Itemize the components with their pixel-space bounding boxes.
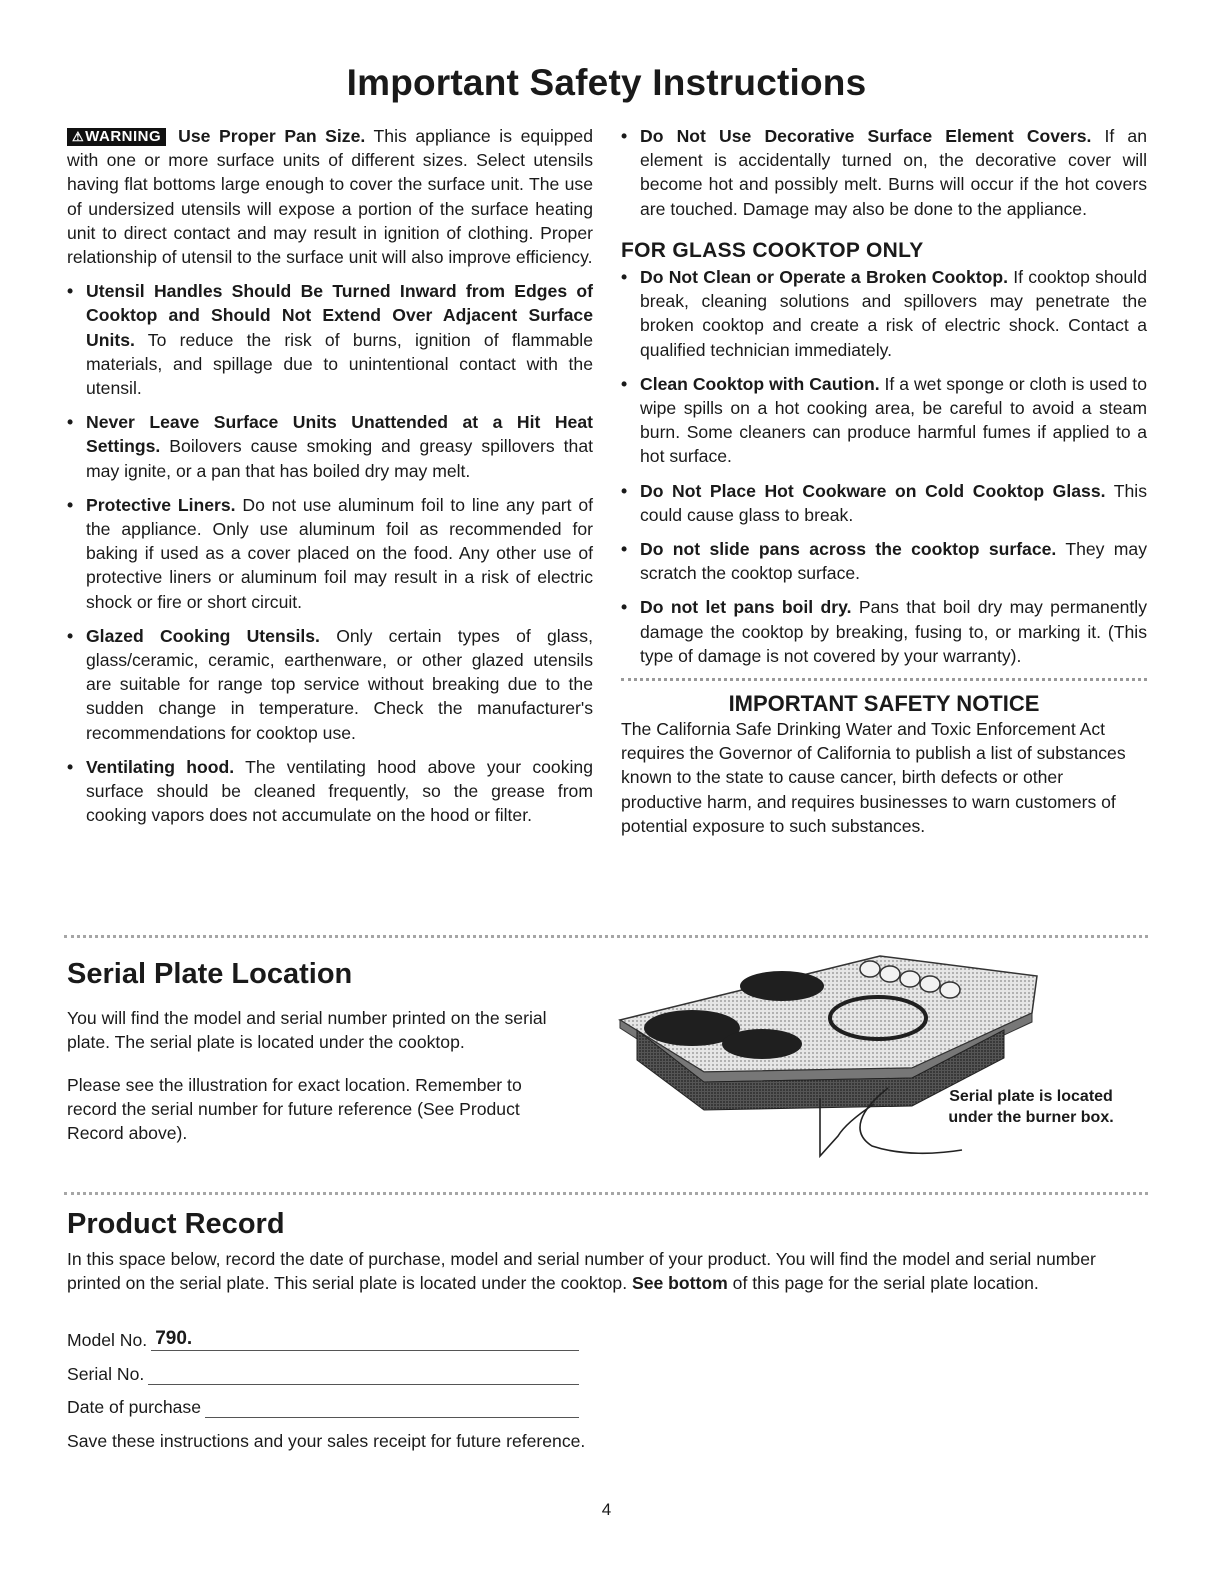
product-record-heading: Product Record (67, 1208, 285, 1240)
left-bullet-list (67, 279, 593, 827)
page-title: Important Safety Instructions (346, 62, 867, 103)
section-divider (64, 1192, 1148, 1195)
model-number-value: 790. (155, 1328, 193, 1349)
bullet-icon: • (621, 267, 628, 288)
serial-plate-callout: Serial plate is located under the burner box. (948, 1088, 1114, 1126)
list-item: • Do Not Place Hot Cookware on Cold Cooktop Glass. This could cause glass to break. (621, 480, 1147, 525)
safety-notice-text: The California Safe Drinking Water and Toxic Enforcement Act requires the Governor of California to publish a list of substances known to the state to cause cancer, birth defects or other productive harm, and requires businesses to warn customers of potential exposure to such substances. (621, 719, 1126, 836)
bullet-icon: • (67, 756, 74, 777)
cooktop-illustration (612, 948, 1142, 1168)
pan-size-paragraph: ⚠WARNING Use Proper Pan Size. This appliance is equipped with one or more surface units of different sizes. Select utensils having flat bottoms large enough to cover the surface unit. The use of undersized utensils will expose a portion of the surface heating unit to direct contact and may result in ignition of clothing. Proper relationship of utensil to the surface unit will also improve efficiency. (67, 126, 593, 268)
list-item: • Do Not Clean or Operate a Broken Cooktop. If cooktop should break, cleaning solutions and spillovers may penetrate the broken cooktop and create a risk of electric shock. Contact a qualified technician immediately. (621, 267, 1147, 360)
warning-badge: ⚠WARNING (67, 128, 166, 146)
bullet-icon: • (67, 494, 74, 515)
left-column (67, 124, 593, 827)
warning-triangle-icon: ⚠ (72, 129, 85, 144)
list-item: • Clean Cooktop with Caution. If a wet sponge or cloth is used to wipe spills on a hot cooking area, be careful to avoid a steam burn. Some cleaners can produce harmful fumes if applied to a hot surface. (621, 373, 1147, 467)
list-item: • Do Not Use Decorative Surface Element Covers. If an element is accidentally turned on, the decorative cover will become hot and possibly melt. Burns will occur if the hot covers are touched. Damage may also be done to the appliance. (621, 126, 1147, 219)
notice-divider (621, 678, 1147, 681)
model-number-line[interactable] (151, 1328, 579, 1351)
section-divider (64, 935, 1148, 938)
serial-plate-paragraph-1: You will find the model and serial number printed on the serial plate. The serial plate is located under the cooktop. (67, 1008, 547, 1052)
list-item: • Protective Liners. Do not use aluminum foil to line any part of the appliance. Only use aluminum foil as recommended for baking if used as a cover placed on the food. Any other use of protective liners or aluminum foil may result in a risk of electric shock or fire or short circuit. (67, 494, 593, 612)
list-item: • Glazed Cooking Utensils. Only certain types of glass, glass/ceramic, ceramic, earthenware, or other glazed utensils are suitable for range top service without breaking due to the sudden change in temperature. Check the manufacturer's recommendations for cooktop use. (67, 625, 593, 743)
list-item: • Ventilating hood. The ventilating hood above your cooking surface should be cleaned frequently, so the grease from cooking vapors does not accumulate on the hood or filter. (67, 756, 593, 826)
bullet-icon: • (621, 539, 628, 560)
glass-cooktop-heading: FOR GLASS COOKTOP ONLY (621, 238, 924, 262)
bullet-icon: • (67, 281, 74, 302)
bullet-icon: • (621, 126, 628, 146)
list-item: • Do not slide pans across the cooktop surface. They may scratch the cooktop surface. (621, 539, 1148, 584)
purchase-date-line[interactable] (205, 1398, 579, 1418)
list-item: • Never Leave Surface Units Unattended at a Hit Heat Settings. Boilovers cause smoking and greasy spillovers that may ignite, or a pan that has boiled dry may melt. (67, 412, 593, 481)
right-column (621, 124, 1147, 838)
serial-number-field[interactable] (67, 1364, 579, 1385)
model-number-label: Model No. (67, 1330, 148, 1350)
glass-bullet-list (621, 265, 1147, 668)
serial-number-label: Serial No. (67, 1364, 145, 1384)
serial-number-line[interactable] (148, 1365, 579, 1385)
model-number-field[interactable] (67, 1330, 579, 1351)
list-item: • Do not let pans boil dry. Pans that boil dry may permanently damage the cooktop by breaking, fusing to, or marking it. (This type of damage is not covered by your warranty). (621, 597, 1147, 666)
safety-notice-heading: IMPORTANT SAFETY NOTICE (728, 691, 1040, 717)
product-record-text: In this space below, record the date of purchase, model and serial number of your product. You will find the model and serial number printed on the serial plate. This serial plate is located under the cooktop. See bottom of this page for the serial plate location. (67, 1249, 1096, 1294)
serial-plate-text (67, 1006, 547, 1145)
serial-plate-heading: Serial Plate Location (67, 958, 353, 990)
page-number: 4 (601, 1500, 612, 1519)
bullet-icon: • (621, 480, 628, 501)
save-instructions-text: Save these instructions and your sales receipt for future reference. (67, 1431, 586, 1451)
purchase-date-field[interactable] (67, 1397, 579, 1418)
bullet-icon: • (621, 373, 628, 394)
list-item: • Utensil Handles Should Be Turned Inward from Edges of Cooktop and Should Not Extend Over Adjacent Surface Units. To reduce the risk of burns, ignition of flammable materials, and spillage due to unintentional contact with the utensil. (67, 281, 593, 399)
bullet-icon: • (621, 597, 628, 618)
pan-size-heading: Use Proper Pan Size. (178, 126, 366, 146)
purchase-date-label: Date of purchase (67, 1397, 201, 1417)
decorative-covers-list (621, 124, 1147, 221)
bullet-icon: • (67, 412, 74, 433)
bullet-icon: • (67, 625, 74, 646)
serial-plate-paragraph-2: Please see the illustration for exact location. Remember to record the serial number for future reference (See Product Record above). (67, 1075, 522, 1143)
